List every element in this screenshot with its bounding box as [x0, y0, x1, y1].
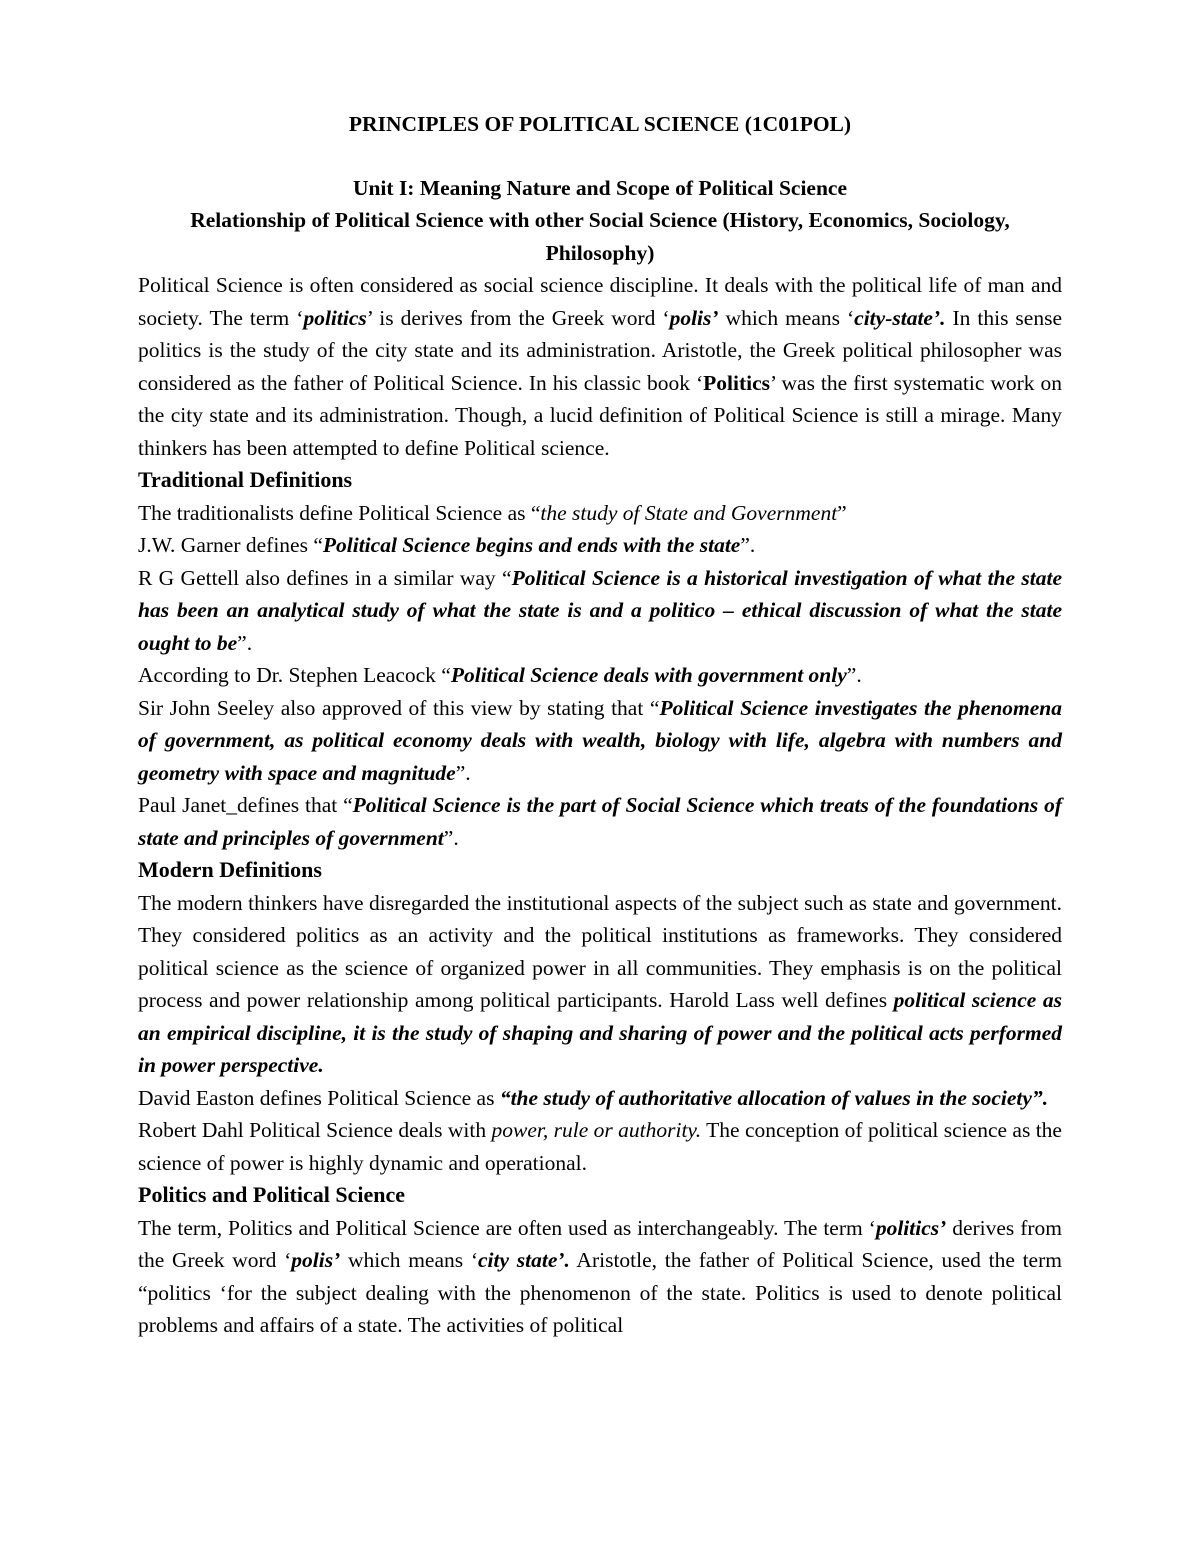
- modern-def-lasswell: The modern thinkers have disregarded the institutional aspects of the subject such as state and government. They considered politics as an activity and the political institutions as frameworks. They considered political science as the science of organized power in all communities. They emphasis is on the political process and power relationship among political participants. Harold Lass well defines political science as an empirical discipline, it is the study of shaping and sharing of power and the political acts performed in power perspective.: [138, 890, 1062, 1077]
- unit-heading: Unit I: Meaning Nature and Scope of Political Science: [352, 175, 848, 200]
- traditional-def-gettell: R G Gettell also defines in a similar way “Political Science is a historical investigation of what the state has been an analytical study of what the state is and a politico – ethical discussion of what the state ought to be”.: [138, 565, 1062, 655]
- modern-definitions-heading: Modern Definitions: [138, 857, 322, 882]
- traditional-def-garner: J.W. Garner defines “Political Science begins and ends with the state”.: [138, 533, 756, 557]
- traditional-def-1: The traditionalists define Political Science as “the study of State and Government”: [138, 500, 847, 525]
- modern-def-dahl: Robert Dahl Political Science deals with power, rule or authority. The conception of political science as the science of power is highly dynamic and operational.: [138, 1118, 1062, 1175]
- document-title: PRINCIPLES OF POLITICAL SCIENCE (1C01POL): [348, 112, 852, 136]
- politics-and-political-science-heading: Politics and Political Science: [138, 1182, 406, 1207]
- traditional-def-janet: Paul Janet_defines that “Political Science is the part of Social Science which treats of the foundations of state and principles of government”.: [138, 793, 1062, 850]
- relationship-heading: Relationship of Political Science with other Social Science (History, Economics, Sociology, Philosophy): [190, 208, 1010, 265]
- traditional-definitions-heading: Traditional Definitions: [138, 467, 353, 492]
- traditional-def-seeley: Sir John Seeley also approved of this view by stating that “Political Science investigates the phenomena of government, as political economy deals with wealth, biology with life, algebra with numbers and geometry with space and magnitude”.: [138, 695, 1063, 785]
- intro-paragraph: Political Science is often considered as social science discipline. It deals with the political life of man and society. The term ‘politics’ is derives from the Greek word ‘polis’ which means ‘city-state’. In this sense politics is the study of the city state and its administration. Aristotle, the Greek political philosopher was considered as the father of Political Science. In his classic book ‘Politics’ was the first systematic work on the city state and its administration. Though, a lucid definition of Political Science is still a mirage. Many thinkers has been attempted to define Political science.: [138, 273, 1063, 460]
- modern-def-easton: David Easton defines Political Science as “the study of authoritative allocation of values in the society”.: [138, 1085, 1049, 1110]
- politics-paragraph: The term, Politics and Political Science are often used as interchangeably. The term ‘politics’ derives from the Greek word ‘polis’ which means ‘city state’. Aristotle, the father of Political Science, used the term “politics ‘for the subject dealing with the phenomenon of the state. Politics is used to denote political problems and affairs of a state. The activities of political: [138, 1215, 1062, 1337]
- traditional-def-leacock: According to Dr. Stephen Leacock “Political Science deals with government only”.: [138, 663, 862, 687]
- document-page: [138, 108, 1062, 1342]
